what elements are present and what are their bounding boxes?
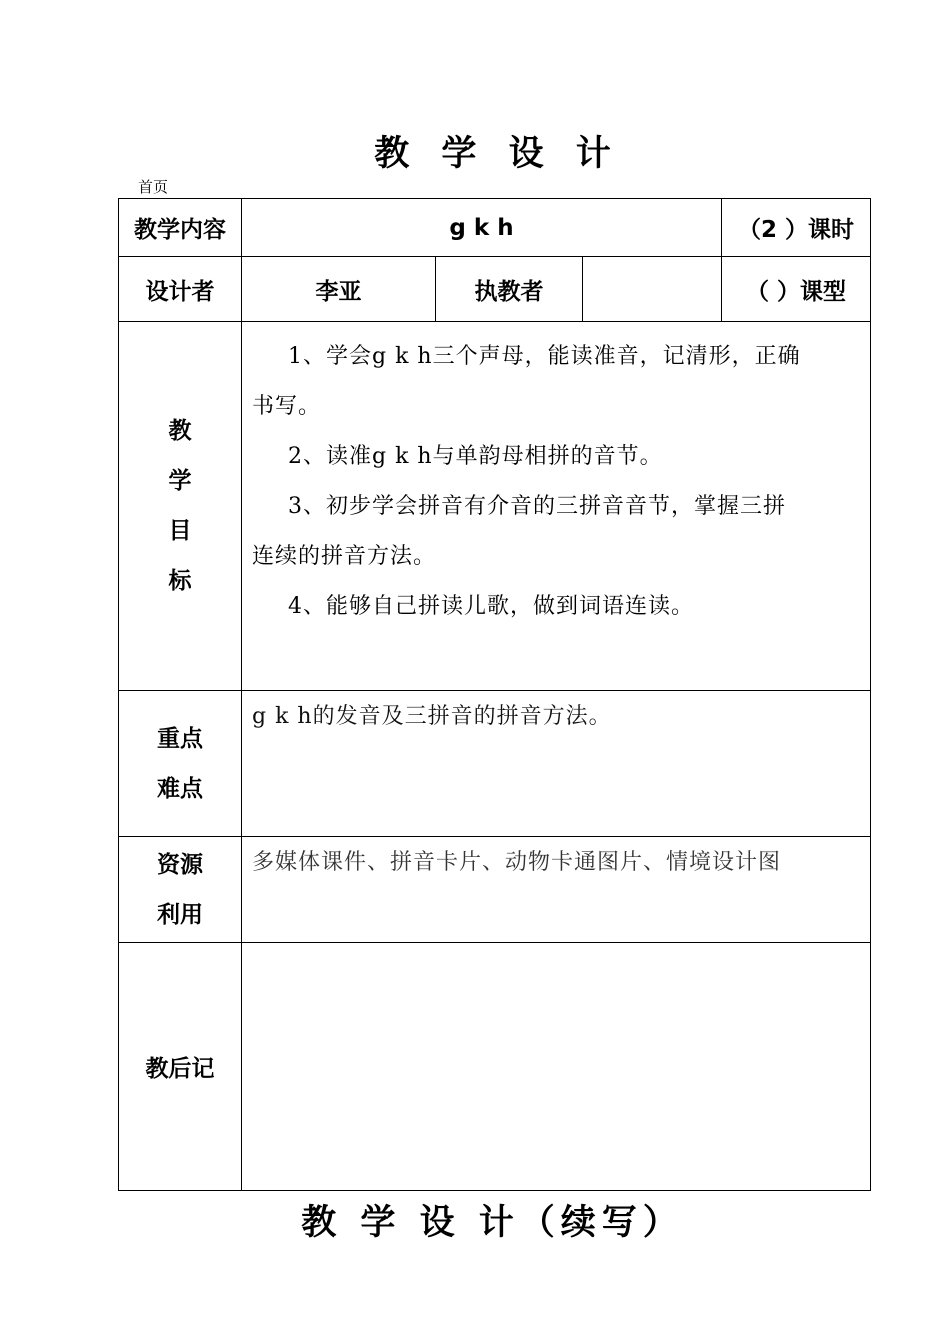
objective-item: 连续的拼音方法。 (252, 544, 437, 569)
continued-title: 教 学 设 计（续写） (301, 1203, 684, 1243)
objectives-label-char: 教 (168, 418, 192, 444)
reflection-label: 教后记 (119, 943, 242, 1191)
resources-content: 多媒体课件、拼音卡片、动物卡通图片、情境设计图 (242, 837, 871, 943)
period-value: （2 ）课时 (722, 199, 871, 257)
table-row (119, 943, 871, 1191)
table-row (119, 322, 871, 691)
key-points-label-line: 难点 (157, 775, 203, 802)
objective-item: 1、学会g k h三个声母，能读准音，记清形，正确 (288, 344, 801, 369)
objective-item: 4、能够自己拼读儿歌，做到词语连读。 (288, 594, 694, 619)
table-row (119, 257, 871, 322)
reflection-content[interactable] (242, 943, 871, 1191)
resources-label-line: 资源 (157, 851, 203, 878)
objective-item: 书写。 (252, 394, 322, 419)
resources-label (119, 837, 242, 943)
objectives-label-char: 学 (168, 468, 192, 494)
lesson-plan-table (118, 198, 871, 1191)
designer-value: 李亚 (242, 257, 436, 322)
resources-label-line: 利用 (157, 901, 203, 928)
designer-label: 设计者 (119, 257, 242, 322)
key-points-label-line: 重点 (157, 725, 203, 752)
table-row (119, 199, 871, 257)
objective-item: 3、初步学会拼音有介音的三拼音音节，掌握三拼 (288, 494, 786, 519)
objectives-label-char: 标 (168, 568, 192, 594)
objective-item: 2、读准g k h与单韵母相拼的音节。 (288, 444, 663, 469)
objectives-label-char: 目 (168, 518, 192, 544)
content-label: 教学内容 (119, 199, 242, 257)
table-row (119, 837, 871, 943)
teacher-label: 执教者 (436, 257, 583, 322)
home-link[interactable]: 首页 (138, 178, 169, 196)
teacher-value (583, 257, 722, 322)
key-points-content: g k h的发音及三拼音的拼音方法。 (242, 691, 871, 837)
table-row (119, 691, 871, 837)
objectives-label (119, 322, 242, 691)
content-value: g k h (242, 199, 722, 257)
page-title: 教 学 设 计 (374, 134, 621, 174)
objectives-content (242, 322, 871, 691)
lesson-type-value: （ ）课型 (722, 257, 871, 322)
key-points-label (119, 691, 242, 837)
